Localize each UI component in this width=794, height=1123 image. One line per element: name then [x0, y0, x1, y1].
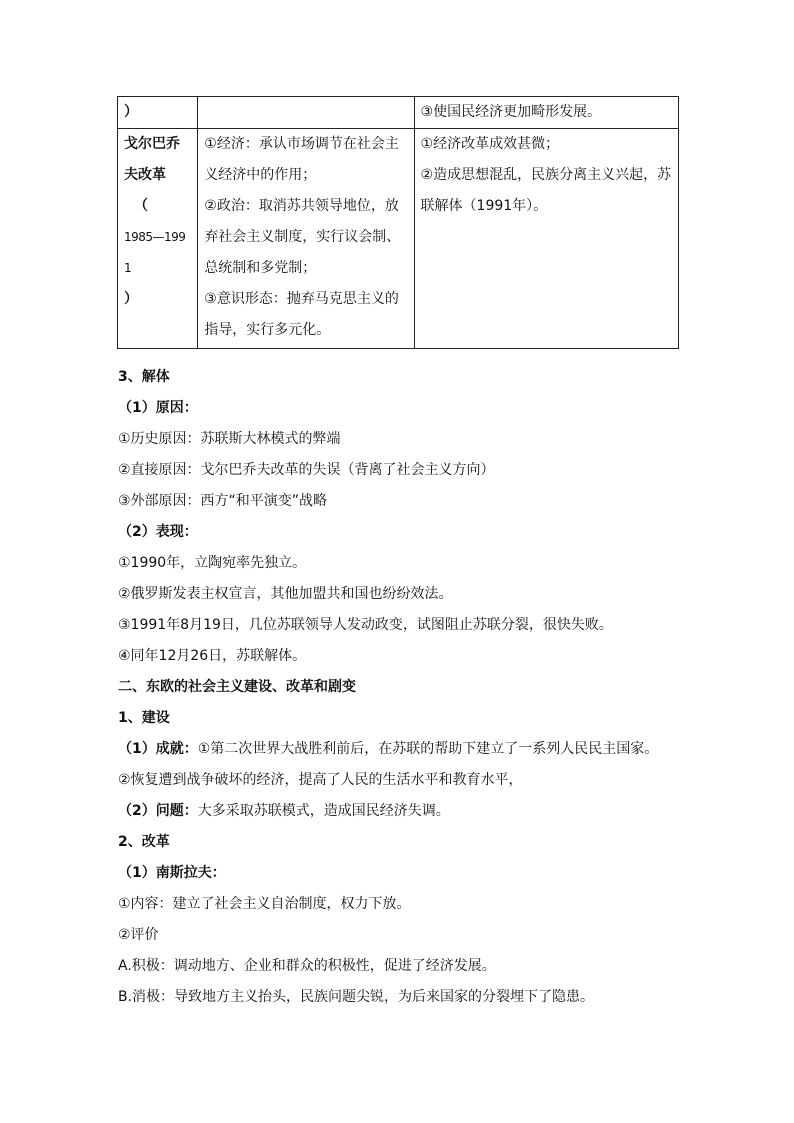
list-item: ①1990年，立陶宛率先独立。	[118, 555, 307, 571]
table-row	[118, 97, 679, 129]
reform-content-item: ③意识形态：抛弃马克思主义的指导，实行多元化。	[204, 291, 399, 338]
subheading-manifestations: （2）表现：	[118, 524, 198, 540]
reform-name-cell	[118, 97, 198, 129]
list-item: ①内容：建立了社会主义自治制度，权力下放。	[118, 896, 411, 912]
section-heading-reform: 2、改革	[118, 834, 170, 850]
reform-content-cell	[198, 97, 414, 129]
achievement-label: （1）成就：	[118, 741, 198, 757]
reform-content-item: ②政治：取消苏共领导地位，放弃社会主义制度，实行议会制、总统制和多党制；	[204, 198, 401, 276]
achievement-text: ①第二次世界大战胜利前后，在苏联的帮助下建立了一系列人民民主国家。	[197, 741, 659, 757]
problem-text: 大多采取苏联模式，造成国民经济失调。	[197, 803, 450, 819]
section-heading-construction: 1、建设	[118, 710, 170, 726]
body-text	[118, 362, 688, 1013]
part-heading-eastern-europe: 二、东欧的社会主义建设、改革和剧变	[118, 679, 356, 695]
reform-effect-item: ②造成思想混乱，民族分离主义兴起，苏联解体（1991年）。	[420, 167, 672, 214]
list-item: ②俄罗斯发表主权宣言，其他加盟共和国也纷纷效法。	[118, 586, 453, 602]
problem-line	[118, 796, 688, 827]
list-item: ④同年12月26日，苏联解体。	[118, 648, 307, 664]
subheading-yugoslavia: （1）南斯拉夫：	[118, 865, 226, 881]
list-item: ③1991年8月19日，几位苏联领导人发动政变，试图阻止苏联分裂，很快失败。	[118, 617, 613, 633]
reform-effect-cell	[414, 129, 678, 349]
list-item: B.消极：导致地方主义抬头，民族问题尖锐，为后来国家的分裂埋下了隐患。	[118, 989, 595, 1005]
reform-name-cell	[118, 129, 198, 349]
reform-years: 1985—1991	[124, 230, 186, 275]
reform-effect-text: ③使国民经济更加畸形发展。	[420, 104, 602, 120]
reform-name-paren-close: ）	[124, 291, 138, 307]
achievement-line	[118, 734, 688, 765]
reform-name: 戈尔巴乔夫改革	[124, 136, 180, 183]
list-item: A.积极：调动地方、企业和群众的积极性，促进了经济发展。	[118, 958, 496, 974]
reform-content-cell	[198, 129, 414, 349]
list-item: ②恢复遭到战争破坏的经济，提高了人民的生活水平和教育水平，	[118, 772, 523, 788]
table-row	[118, 129, 679, 349]
list-item: ③外部原因：西方“和平演变”战略	[118, 493, 328, 509]
reform-table	[117, 96, 679, 349]
reform-effect-cell	[414, 97, 678, 129]
problem-label: （2）问题：	[118, 803, 198, 819]
section-heading-dissolution: 3、解体	[118, 369, 170, 385]
list-item: ②直接原因：戈尔巴乔夫改革的失误（背离了社会主义方向）	[118, 462, 495, 478]
reform-name-paren-open: （	[134, 198, 148, 214]
reform-content-item: ①经济：承认市场调节在社会主义经济中的作用；	[204, 136, 399, 183]
reform-effect-item: ①经济改革成效甚微；	[420, 136, 560, 152]
list-item: ②评价	[118, 927, 159, 943]
list-item: ①历史原因：苏联斯大林模式的弊端	[118, 431, 341, 447]
reform-name-tail: ）	[124, 104, 138, 120]
subheading-causes: （1）原因：	[118, 400, 198, 416]
